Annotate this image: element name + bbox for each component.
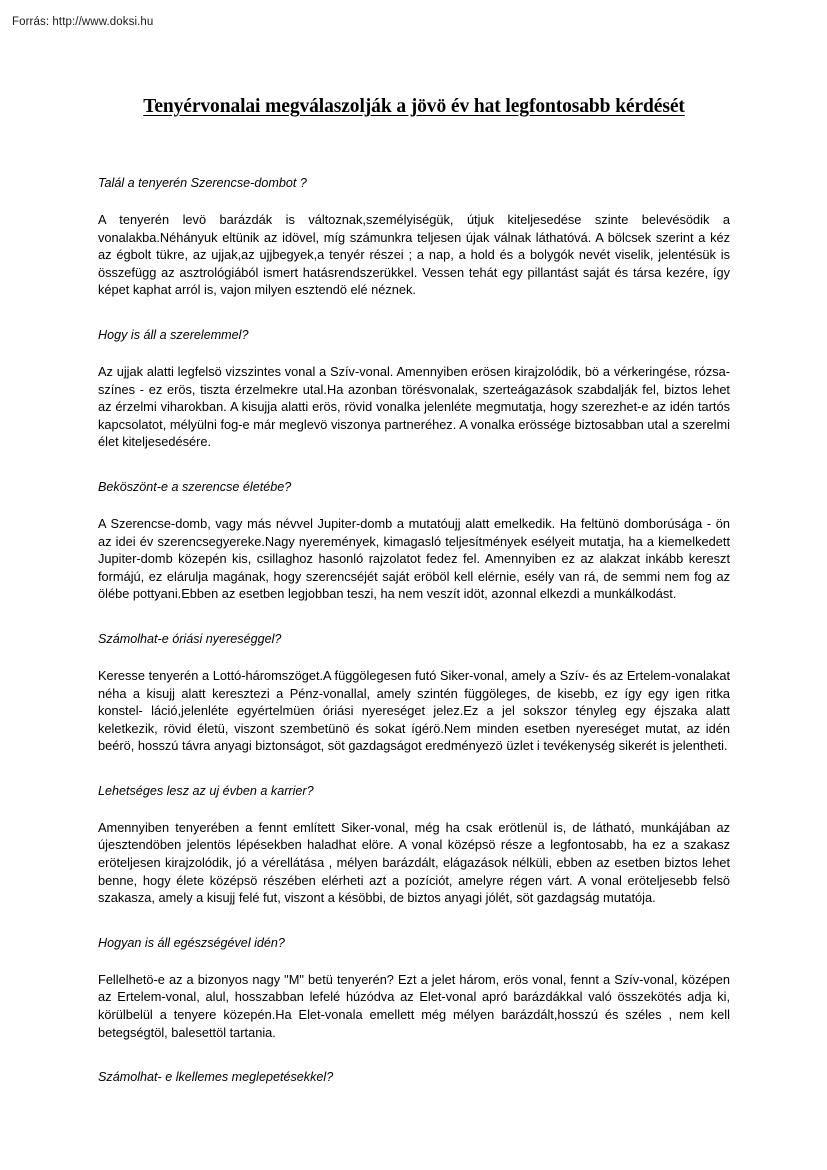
spacer: [98, 755, 730, 783]
section-question: Lehetséges lesz az uj évben a karrier?: [98, 783, 314, 798]
spacer-title: [98, 119, 730, 175]
section-answer: Keresse tenyerén a Lottó-háromszöget.A függölegesen futó Siker-vonal, amely a Szív- és az Ertelem-vonalakat néha a kisujj alatt keresztezi a Pénz-vonallal, amely szintén függöleges, de kisebb, ez így egy igen ritka konstel- láció,jelenléte egyértelmüen óriási nyereséget jelez.Ez a jel sokszor tényleg egy éjszaka alatt keletkezik, rövid életü, viszont szembetünö és sokat ígérö.Nem minden esetben nyereséget mutat, az idén beérö, hosszú távra anyagi biztonságot, söt gazdagságot eredményezö üzlet i tevékenység sikerét is jelentheti.: [98, 667, 730, 754]
qa-section-4: [98, 631, 730, 755]
spacer: [98, 951, 730, 971]
section-answer: Fellelhetö-e az a bizonyos nagy "M" betü tenyerén? Ezt a jelet három, erös vonal, fennt a Szív-vonal, középen az Ertelem-vonal, alul, hosszabban lefelé húzódva az Elet-vonal apró barázdákkal való összekötés adja ki, körülbelül a tenyere közepén.Ha Elet-vonala emellett még mélyen barázdált,hosszú és széles , nem kell betegségtöl, balesettöl tartania.: [98, 971, 730, 1040]
section-answer: Amennyiben tenyerében a fennt említett Siker-vonal, még ha csak erötlenül is, de látható, munkájában az újesztendöben jelentös lépésekben haladhat elöre. A vonal középsö része a legfontosabb, ha ez a szakasz eröteljesen kirajzolódik, jó a vérellátása , mélyen barázdált, elágazások nélküli, ebben az esetben biztos lehet benne, hogy élete középsö részében elérheti azt a pozíciót, amelyre régen várt. A vonal eröteljesebb felsö szakasza, amely a kisujj felé fut, viszont a késöbbi, de biztos anyagi jólét, söt gazdagság mutatója.: [98, 819, 730, 906]
section-answer: A tenyerén levö barázdák is változnak,személyiségük, útjuk kiteljesedése szinte belevésödik a vonalakba.Néhányuk eltünik az idövel, míg számunkra teljesen újak válnak láthatóvá. A bölcsek szerint a kéz az égbolt tükre, az ujjak,az ujjbegyek,a tenyér részei ; a nap, a hold és a bolygók nevét viselik, jelentésük is összefügg az asztrológiából ismert hatásrendszerükkel. Vessen tehát egy pillantást saját és társa kezére, így képet kaphat arról is, vajon milyen esztendö elé néznek.: [98, 212, 730, 298]
section-question: Számolhat- e lkellemes meglepetésekkel?: [98, 1070, 334, 1085]
section-answer: A Szerencse-domb, vagy más névvel Jupiter-domb a mutatóujj alatt emelkedik. Ha feltünö domborúsága - ön az idei év szerencsegyereke.Nagy nyeremények, kimagasló teljesítmények esélyeit mutatja, ha a kiemelkedett Jupiter-domb közepén kis, csillaghoz hasonló rajzolatot fedez fel. Amennyiben ez az alakzat inkább kereszt formájú, ez elárulja magának, hogy szerencséjét saját eröböl kell elérnie, esély van rá, de semmi nem fog az ölébe pottyani.Ebben az esetben legjobban teszi, ha nem veszít idöt, azonnal elkezdi a munkálkodást.: [98, 515, 730, 602]
spacer: [98, 799, 730, 819]
qa-section-2: [98, 327, 730, 451]
spacer: [98, 451, 730, 479]
qa-section-6: [98, 935, 730, 1041]
spacer: [98, 907, 730, 935]
section-question: Hogyan is áll egészségével idén?: [98, 935, 285, 950]
qa-section-7: [98, 1069, 730, 1085]
section-question: Beköszönt-e a szerencse életébe?: [98, 479, 292, 494]
qa-section-1: [98, 175, 730, 299]
spacer: [98, 603, 730, 631]
spacer: [98, 299, 730, 327]
section-question: Talál a tenyerén Szerencse-dombot ?: [98, 176, 307, 190]
spacer: [98, 495, 730, 515]
spacer: [98, 647, 730, 667]
section-answer: Az ujjak alatti legfelsö vizszintes vonal a Szív-vonal. Amennyiben erösen kirajzolódik, bö a vérkeringése, rózsa- színes - ez erös, tiszta érzelmekre utal.Ha azonban törésvonalak, szerteágazások szabdalják fel, biztos lehet az érzelmi viharokban. A kisujja alatti erös, rövid vonalka jelenléte megmutatja, hogy szerezhet-e az idén tartós kapcsolatot, mélyülni fog-e már meglevö viszonya partneréhez. A vonalka erössége biztosabban utal a szerelmi élet kiteljesedésére.: [98, 363, 730, 450]
section-question: Hogy is áll a szerelemmel?: [98, 327, 249, 342]
qa-section-5: [98, 783, 730, 907]
page-title: Tenyérvonalai megválaszolják a jövö év hat legfontosabb kérdését: [143, 96, 685, 117]
document-content: [98, 95, 730, 1085]
qa-section-3: [98, 479, 730, 603]
source-url-header: Forrás: http://www.doksi.hu: [12, 16, 154, 28]
section-question: Számolhat-e óriási nyereséggel?: [98, 631, 282, 646]
spacer: [98, 343, 730, 363]
spacer: [98, 191, 730, 211]
spacer: [98, 1041, 730, 1069]
